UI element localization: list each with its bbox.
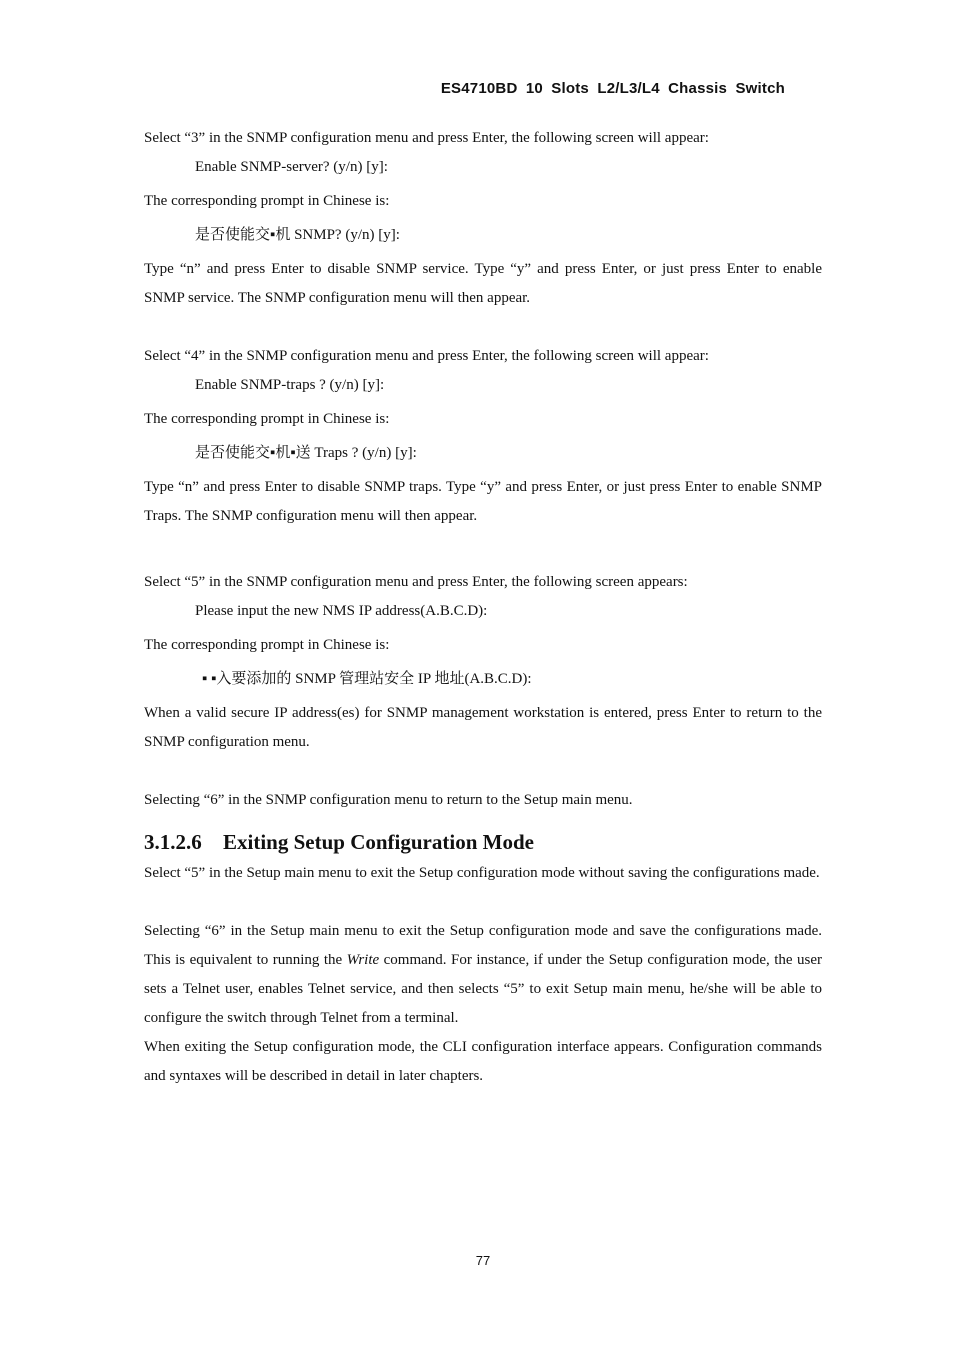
paragraph: Select “5” in the Setup main menu to exit the Setup configuration mode without saving the configurations made. bbox=[144, 865, 820, 881]
console-prompt-chinese: 是否使能交▪机▪送 Traps ? (y/n) [y]: bbox=[195, 445, 417, 461]
paragraph: The corresponding prompt in Chinese is: bbox=[144, 637, 390, 653]
paragraph: When exiting the Setup configuration mode, the CLI configuration interface appears. Configuration commands and syntaxes will be described in detail in later chapters. bbox=[144, 1039, 822, 1084]
console-prompt: Please input the new NMS IP address(A.B.C.D): bbox=[195, 603, 488, 619]
console-prompt-chinese: ▪ ▪入要添加的 SNMP 管理站安全 IP 地址(A.B.C.D): bbox=[202, 671, 532, 687]
section-title: Exiting Setup Configuration Mode bbox=[223, 830, 534, 854]
paragraph: Type “n” and press Enter to disable SNMP traps. Type “y” and press Enter, or just press Enter to enable SNMP Traps. The SNMP configuration menu will then appear. bbox=[144, 479, 822, 524]
paragraph: Select “3” in the SNMP configuration menu and press Enter, the following screen will appear: bbox=[144, 130, 709, 146]
paragraph: Selecting “6” in the SNMP configuration menu to return to the Setup main menu. bbox=[144, 792, 633, 808]
console-prompt-chinese: 是否使能交▪机 SNMP? (y/n) [y]: bbox=[195, 227, 400, 243]
paragraph: When a valid secure IP address(es) for SNMP management workstation is entered, press Enter to return to the SNMP configuration menu. bbox=[144, 705, 822, 750]
paragraph: The corresponding prompt in Chinese is: bbox=[144, 193, 390, 209]
console-prompt: Enable SNMP-traps ? (y/n) [y]: bbox=[195, 377, 385, 393]
paragraph-text: command. For instance, if under the Setup configuration mode, the user sets a Telnet user, enables Telnet service, and then selects “5” to exit Setup main menu, he/she will be able to configure the switch through Telnet from a terminal. bbox=[144, 952, 823, 1026]
paragraph: Select “4” in the SNMP configuration menu and press Enter, the following screen will appear: bbox=[144, 348, 709, 364]
paragraph: Select “5” in the SNMP configuration menu and press Enter, the following screen appears: bbox=[144, 574, 688, 590]
page-header: ES4710BD 10 Slots L2/L3/L4 Chassis Switch bbox=[440, 80, 785, 97]
section-number: 3.1.2.6 bbox=[144, 830, 202, 854]
paragraph: The corresponding prompt in Chinese is: bbox=[144, 411, 390, 427]
document-body bbox=[144, 124, 822, 1091]
section-heading bbox=[144, 827, 822, 857]
console-prompt: Enable SNMP-server? (y/n) [y]: bbox=[195, 159, 388, 175]
command-name: Write bbox=[346, 952, 380, 968]
paragraph-text: Selecting “6” in the Setup main menu to exit the Setup configuration mode and save the configurations made. This is equivalent to running the bbox=[144, 923, 822, 968]
page-number: 77 bbox=[475, 1253, 491, 1268]
paragraph: Type “n” and press Enter to disable SNMP service. Type “y” and press Enter, or just press Enter to enable SNMP service. The SNMP configuration menu will then appear. bbox=[144, 261, 822, 306]
paragraph bbox=[144, 917, 822, 1033]
